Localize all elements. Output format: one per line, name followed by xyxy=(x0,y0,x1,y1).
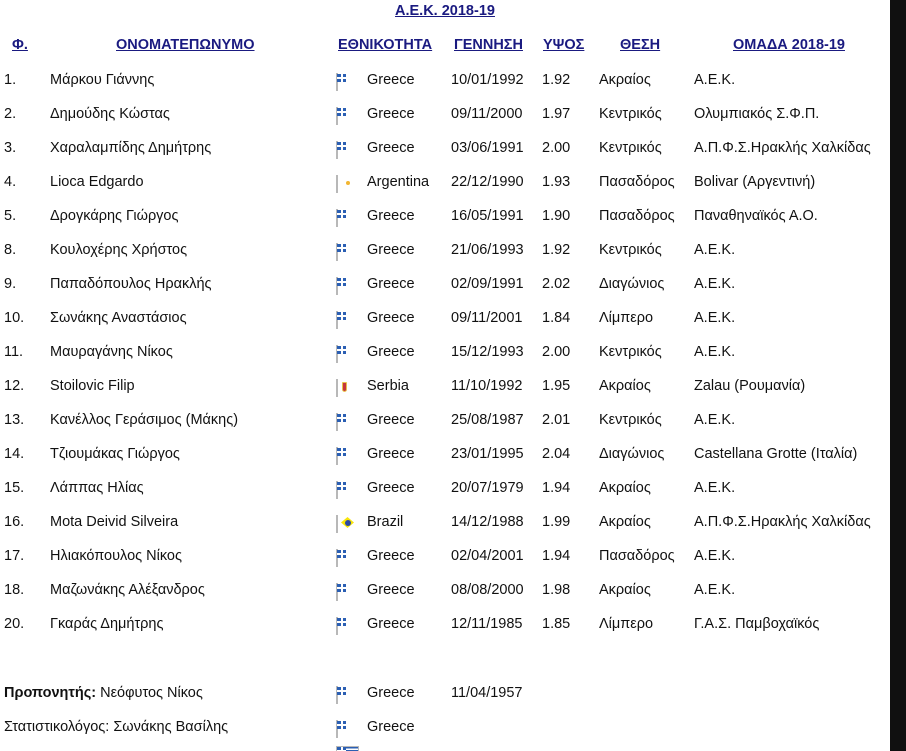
player-height: 1.98 xyxy=(542,582,571,598)
player-number: 12. xyxy=(4,378,25,394)
player-nationality: Greece xyxy=(367,106,415,122)
player-row xyxy=(0,240,890,274)
player-row xyxy=(0,172,890,206)
greece-flag-icon xyxy=(336,686,338,704)
page-title: Α.Ε.Κ. 2018-19 xyxy=(395,3,495,19)
greece-flag-icon xyxy=(336,73,338,91)
player-height: 1.94 xyxy=(542,548,571,564)
player-team: Α.Ε.Κ. xyxy=(694,344,736,360)
player-height: 1.84 xyxy=(542,310,571,326)
player-number: 13. xyxy=(4,412,25,428)
player-row xyxy=(0,410,890,444)
header-name: ΟΝΟΜΑΤΕΠΩΝΥΜΟ xyxy=(116,37,255,53)
player-name: Γκαράς Δημήτρης xyxy=(50,616,164,632)
player-row xyxy=(0,308,890,342)
player-row xyxy=(0,614,890,648)
player-number: 17. xyxy=(4,548,25,564)
player-row xyxy=(0,546,890,580)
player-team: Α.Ε.Κ. xyxy=(694,276,736,292)
argentina-flag-icon xyxy=(336,175,338,193)
player-birth: 23/01/1995 xyxy=(451,446,524,462)
player-number: 15. xyxy=(4,480,25,496)
player-name: Παπαδόπουλος Ηρακλής xyxy=(50,276,212,292)
player-position: Λίμπερο xyxy=(599,310,654,326)
player-nationality: Greece xyxy=(367,616,415,632)
player-position: Κεντρικός xyxy=(599,242,662,258)
player-position: Ακραίος xyxy=(599,378,651,394)
player-height: 2.02 xyxy=(542,276,571,292)
player-row xyxy=(0,274,890,308)
player-birth: 15/12/1993 xyxy=(451,344,524,360)
player-name: Δρογκάρης Γιώργος xyxy=(50,208,179,224)
greece-flag-icon xyxy=(336,311,338,329)
greece-flag-icon xyxy=(336,413,338,431)
player-birth: 10/01/1992 xyxy=(451,72,524,88)
player-nationality: Greece xyxy=(367,310,415,326)
player-name: Mota Deivid Silveira xyxy=(50,514,179,530)
player-position: Ακραίος xyxy=(599,514,651,530)
player-team: Α.Ε.Κ. xyxy=(694,480,736,496)
player-name: Λάππας Ηλίας xyxy=(50,480,144,496)
player-row xyxy=(0,138,890,172)
player-name: Ηλιακόπουλος Νίκος xyxy=(50,548,182,564)
player-team: Α.Ε.Κ. xyxy=(694,412,736,428)
player-birth: 03/06/1991 xyxy=(451,140,524,156)
player-nationality: Greece xyxy=(367,72,415,88)
player-nationality: Greece xyxy=(367,446,415,462)
player-height: 1.97 xyxy=(542,106,571,122)
header-nationality: ΕΘΝΙΚΟΤΗΤΑ xyxy=(338,37,433,53)
player-number: 18. xyxy=(4,582,25,598)
player-row xyxy=(0,376,890,410)
player-name: Σωνάκης Αναστάσιος xyxy=(50,310,187,326)
player-birth: 11/10/1992 xyxy=(451,378,523,394)
greece-flag-icon xyxy=(336,277,338,295)
player-name: Χαραλαμπίδης Δημήτρης xyxy=(50,140,212,156)
window-edge xyxy=(890,0,906,751)
player-position: Λίμπερο xyxy=(599,616,654,632)
player-team: Ολυμπιακός Σ.Φ.Π. xyxy=(694,106,820,122)
player-team: Bolivar (Αργεντινή) xyxy=(694,174,816,190)
player-nationality: Serbia xyxy=(367,378,409,394)
player-position: Κεντρικός xyxy=(599,140,662,156)
statistician-name: Σωνάκης Βασίλης xyxy=(113,719,229,735)
player-birth: 14/12/1988 xyxy=(451,514,524,530)
player-height: 2.00 xyxy=(542,140,571,156)
player-height: 1.85 xyxy=(542,616,571,632)
player-position: Ακραίος xyxy=(599,480,651,496)
player-nationality: Greece xyxy=(367,412,415,428)
player-position: Κεντρικός xyxy=(599,412,662,428)
player-nationality: Greece xyxy=(367,242,415,258)
player-birth: 12/11/1985 xyxy=(451,616,523,632)
player-row xyxy=(0,512,890,546)
greece-flag-icon xyxy=(336,345,338,363)
player-position: Πασαδόρος xyxy=(599,548,675,564)
greece-flag-icon xyxy=(336,209,338,227)
header-number: Φ. xyxy=(12,37,28,53)
player-birth: 20/07/1979 xyxy=(451,480,524,496)
player-number: 16. xyxy=(4,514,25,530)
player-number: 20. xyxy=(4,616,25,632)
player-number: 10. xyxy=(4,310,25,326)
player-number: 14. xyxy=(4,446,25,462)
player-number: 8. xyxy=(4,242,17,258)
player-team: Α.Ε.Κ. xyxy=(694,310,736,326)
greece-flag-icon xyxy=(336,447,338,465)
player-name: Κανέλλος Γεράσιμος (Μάκης) xyxy=(50,412,239,428)
player-number: 1. xyxy=(4,72,17,88)
player-row xyxy=(0,478,890,512)
player-team: Α.Π.Φ.Σ.Ηρακλής Χαλκίδας xyxy=(694,140,871,156)
player-nationality: Greece xyxy=(367,208,415,224)
statistician-nationality: Greece xyxy=(367,719,415,735)
player-nationality: Greece xyxy=(367,548,415,564)
statistician-row xyxy=(0,717,890,751)
header-position: ΘΕΣΗ xyxy=(620,37,661,53)
greece-flag-icon xyxy=(336,481,338,499)
brazil-flag-icon xyxy=(336,515,338,533)
player-position: Πασαδόρος xyxy=(599,174,675,190)
player-height: 1.99 xyxy=(542,514,571,530)
player-birth: 25/08/1987 xyxy=(451,412,524,428)
player-nationality: Greece xyxy=(367,140,415,156)
player-nationality: Greece xyxy=(367,480,415,496)
player-team: Α.Ε.Κ. xyxy=(694,242,736,258)
player-height: 1.92 xyxy=(542,72,571,88)
player-height: 1.90 xyxy=(542,208,571,224)
player-nationality: Greece xyxy=(367,344,415,360)
player-number: 2. xyxy=(4,106,17,122)
player-birth: 02/09/1991 xyxy=(451,276,524,292)
greece-flag-icon xyxy=(336,720,338,738)
player-team: Castellana Grotte (Ιταλία) xyxy=(694,446,858,462)
player-position: Ακραίος xyxy=(599,582,651,598)
coach-line xyxy=(4,683,203,703)
player-name: Lioca Edgardo xyxy=(50,174,144,190)
player-number: 3. xyxy=(4,140,17,156)
player-name: Τζιουμάκας Γιώργος xyxy=(50,446,180,462)
statistician-label: Στατιστικολόγος: xyxy=(4,719,110,735)
player-birth: 21/06/1993 xyxy=(451,242,524,258)
coach-birth: 11/04/1957 xyxy=(451,685,523,701)
player-row xyxy=(0,444,890,478)
player-team: Α.Ε.Κ. xyxy=(694,72,736,88)
serbia-flag-icon xyxy=(336,379,338,397)
coach-label: Προπονητής: xyxy=(4,685,97,701)
greece-flag-icon xyxy=(336,746,359,751)
player-name: Μαζωνάκης Αλέξανδρος xyxy=(50,582,205,598)
player-team: Zalau (Ρουμανία) xyxy=(694,378,806,394)
player-team: Α.Ε.Κ. xyxy=(694,582,736,598)
player-position: Πασαδόρος xyxy=(599,208,675,224)
player-position: Κεντρικός xyxy=(599,106,662,122)
player-height: 2.01 xyxy=(542,412,571,428)
player-number: 9. xyxy=(4,276,17,292)
coach-name: Νεόφυτος Νίκος xyxy=(100,685,203,701)
player-row xyxy=(0,206,890,240)
player-nationality: Brazil xyxy=(367,514,404,530)
player-name: Μάρκου Γιάννης xyxy=(50,72,155,88)
player-name: Δημούδης Κώστας xyxy=(50,106,170,122)
header-team: ΟΜΑΔΑ 2018-19 xyxy=(733,37,845,53)
player-row xyxy=(0,580,890,614)
player-birth: 22/12/1990 xyxy=(451,174,524,190)
player-team: Παναθηναϊκός Α.Ο. xyxy=(694,208,818,224)
player-number: 4. xyxy=(4,174,17,190)
statistician-line xyxy=(4,717,228,737)
player-height: 2.04 xyxy=(542,446,571,462)
player-birth: 08/08/2000 xyxy=(451,582,524,598)
player-row xyxy=(0,70,890,104)
player-height: 1.93 xyxy=(542,174,571,190)
player-height: 1.95 xyxy=(542,378,571,394)
player-nationality: Argentina xyxy=(367,174,430,190)
player-number: 5. xyxy=(4,208,17,224)
player-height: 1.92 xyxy=(542,242,571,258)
player-team: Α.Ε.Κ. xyxy=(694,548,736,564)
player-height: 1.94 xyxy=(542,480,571,496)
header-height: ΥΨΟΣ xyxy=(543,37,585,53)
greece-flag-icon xyxy=(336,617,338,635)
player-position: Κεντρικός xyxy=(599,344,662,360)
coach-row xyxy=(0,683,890,717)
player-birth: 09/11/2000 xyxy=(451,106,523,122)
player-nationality: Greece xyxy=(367,582,415,598)
player-row xyxy=(0,104,890,138)
player-position: Διαγώνιος xyxy=(599,446,665,462)
header-birth: ΓΕΝΝΗΣΗ xyxy=(454,37,523,53)
player-name: Μαυραγάνης Νίκος xyxy=(50,344,173,360)
player-position: Διαγώνιος xyxy=(599,276,665,292)
player-birth: 16/05/1991 xyxy=(451,208,524,224)
player-team: Γ.Α.Σ. Παμβοχαϊκός xyxy=(694,616,820,632)
greece-flag-icon xyxy=(336,549,338,567)
player-birth: 09/11/2001 xyxy=(451,310,523,326)
player-number: 11. xyxy=(4,344,24,360)
player-birth: 02/04/2001 xyxy=(451,548,524,564)
greece-flag-icon xyxy=(336,243,338,261)
player-row xyxy=(0,342,890,376)
player-height: 2.00 xyxy=(542,344,571,360)
greece-flag-icon xyxy=(336,107,338,125)
player-name: Stoilovic Filip xyxy=(50,378,135,394)
greece-flag-icon xyxy=(336,583,338,601)
greece-flag-icon xyxy=(336,141,338,159)
player-nationality: Greece xyxy=(367,276,415,292)
coach-nationality: Greece xyxy=(367,685,415,701)
player-name: Κουλοχέρης Χρήστος xyxy=(50,242,188,258)
player-position: Ακραίος xyxy=(599,72,651,88)
player-team: Α.Π.Φ.Σ.Ηρακλής Χαλκίδας xyxy=(694,514,871,530)
